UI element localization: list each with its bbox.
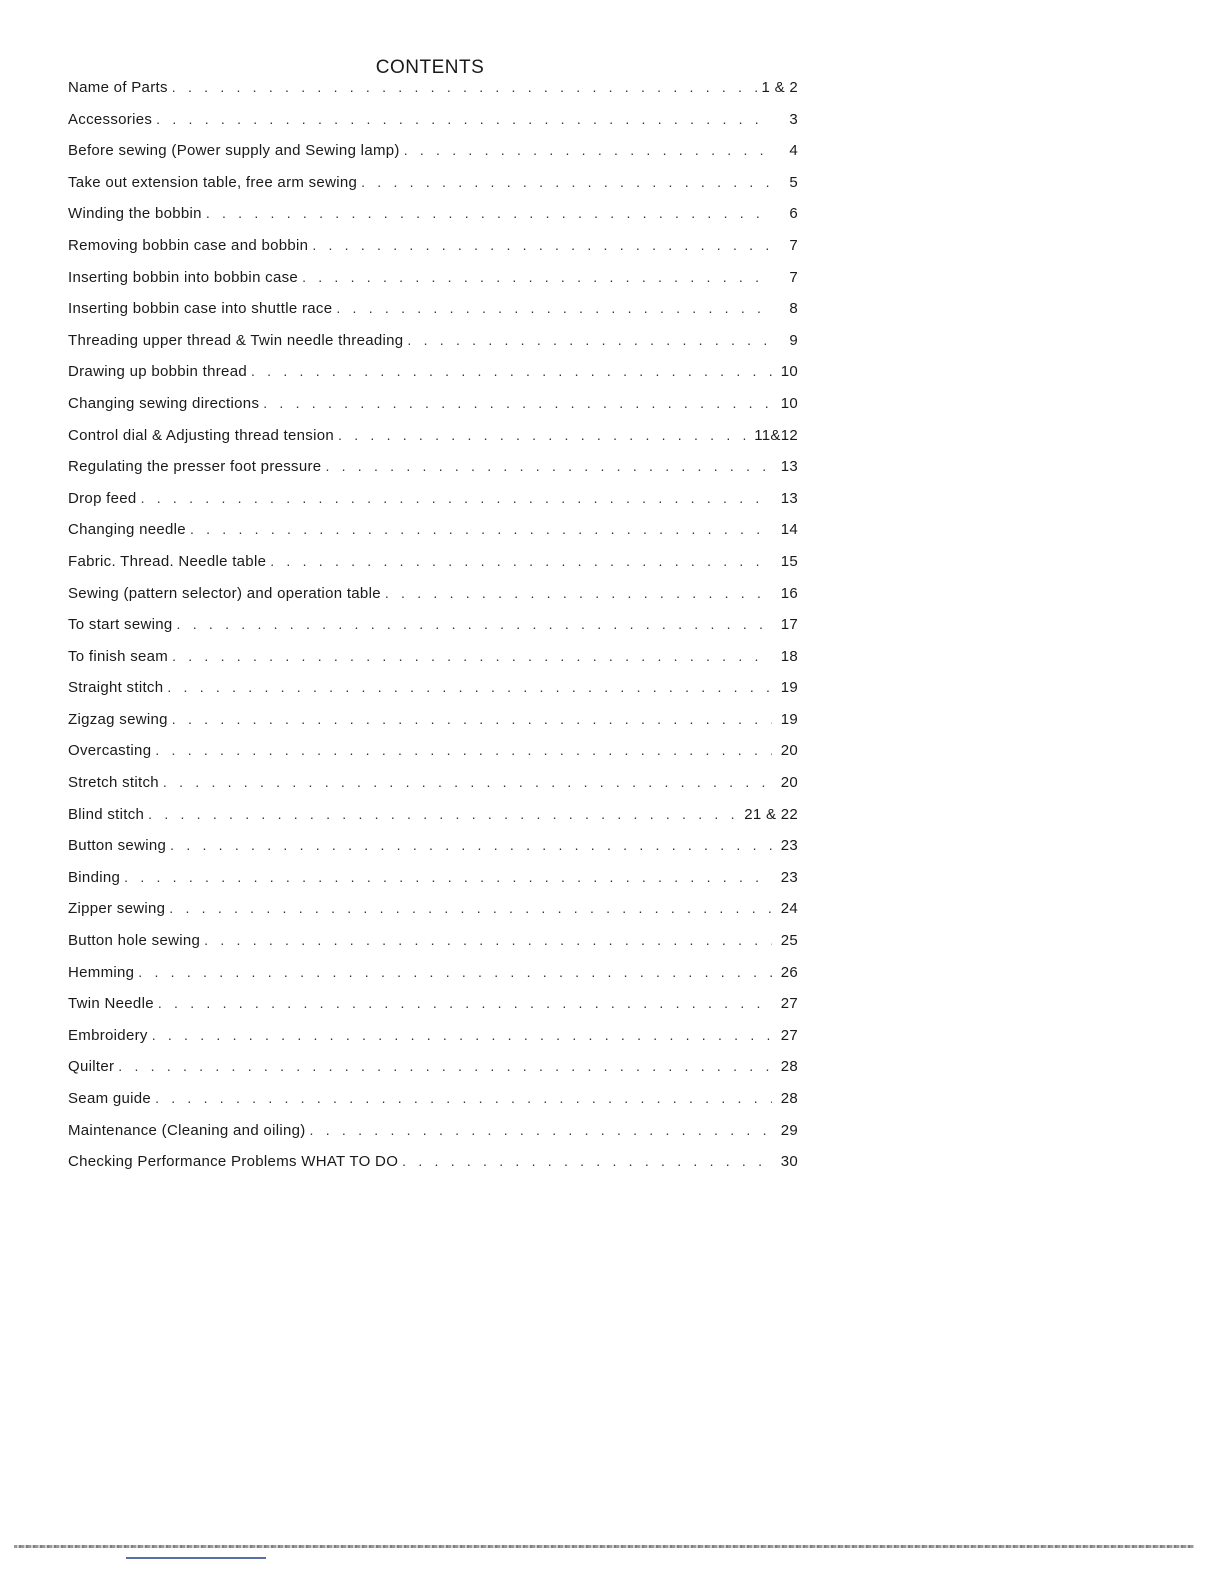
toc-entry-title: Removing bobbin case and bobbin <box>68 236 309 254</box>
toc-entry-title: Checking Performance Problems WHAT TO DO <box>68 1153 399 1171</box>
toc-dot-leader <box>404 135 772 167</box>
toc-dot-leader <box>163 767 772 799</box>
toc-entry-page: 24 <box>780 900 798 918</box>
toc-dot-leader <box>155 1083 772 1115</box>
toc-entry-page: 7 <box>789 268 798 286</box>
toc-dot-leader <box>169 893 772 925</box>
toc-dot-leader <box>402 1146 772 1178</box>
toc-entry-page: 23 <box>780 837 798 855</box>
toc-entry <box>68 735 798 767</box>
toc-entry <box>68 135 798 167</box>
toc-entry-page: 16 <box>780 584 798 602</box>
toc-entry-page: 8 <box>789 300 798 318</box>
toc-entry-page: 4 <box>789 142 798 160</box>
toc-dot-leader <box>312 230 772 262</box>
toc-entry-title: Control dial & Adjusting thread tension <box>68 426 335 444</box>
table-of-contents <box>68 72 798 1178</box>
toc-entry <box>68 672 798 704</box>
toc-entry <box>68 262 798 294</box>
toc-entry-title: Button sewing <box>68 837 167 855</box>
toc-entry-title: Binding <box>68 868 121 886</box>
toc-entry-title: Hemming <box>68 963 135 981</box>
toc-dot-leader <box>156 104 772 136</box>
toc-entry-page: 3 <box>789 110 798 128</box>
toc-entry-title: Twin Needle <box>68 995 154 1013</box>
toc-entry <box>68 230 798 262</box>
toc-entry <box>68 483 798 515</box>
toc-entry-title: Winding the bobbin <box>68 205 202 223</box>
toc-entry-title: Take out extension table, free arm sewing <box>68 173 358 191</box>
toc-dot-leader <box>152 1020 772 1052</box>
toc-dot-leader <box>204 925 772 957</box>
toc-entry-page: 25 <box>780 932 798 950</box>
toc-entry-title: Stretch stitch <box>68 774 159 792</box>
toc-dot-leader <box>338 420 750 452</box>
toc-entry-title: Fabric. Thread. Needle table <box>68 552 267 570</box>
toc-dot-leader <box>206 198 772 230</box>
toc-entry <box>68 1020 798 1052</box>
toc-entry-page: 17 <box>780 616 798 634</box>
toc-entry-page: 29 <box>780 1121 798 1139</box>
toc-entry-title: Inserting bobbin case into shuttle race <box>68 300 333 318</box>
toc-entry <box>68 356 798 388</box>
toc-entry-page: 6 <box>789 205 798 223</box>
toc-entry <box>68 862 798 894</box>
toc-dot-leader <box>155 735 772 767</box>
toc-dot-leader <box>118 1051 772 1083</box>
toc-entry-page: 23 <box>780 868 798 886</box>
toc-entry <box>68 925 798 957</box>
toc-entry-page: 20 <box>780 742 798 760</box>
toc-dot-leader <box>170 830 772 862</box>
toc-dot-leader <box>310 1115 772 1147</box>
toc-dot-leader <box>172 72 758 104</box>
toc-dot-leader <box>124 862 772 894</box>
toc-entry-title: Changing needle <box>68 521 186 539</box>
scan-edge-line <box>14 1545 1194 1548</box>
toc-entry-page: 13 <box>780 458 798 476</box>
toc-entry <box>68 704 798 736</box>
toc-entry-title: Embroidery <box>68 1026 148 1044</box>
toc-dot-leader <box>158 988 772 1020</box>
toc-entry <box>68 198 798 230</box>
toc-entry <box>68 325 798 357</box>
toc-entry <box>68 609 798 641</box>
toc-entry-title: Accessories <box>68 110 153 128</box>
toc-dot-leader <box>177 609 772 641</box>
toc-entry <box>68 767 798 799</box>
toc-entry <box>68 1146 798 1178</box>
toc-entry-title: Maintenance (Cleaning and oiling) <box>68 1121 306 1139</box>
toc-entry-page: 9 <box>789 331 798 349</box>
toc-entry <box>68 420 798 452</box>
toc-entry-page: 21 & 22 <box>744 805 798 823</box>
toc-entry-page: 1 & 2 <box>761 79 798 96</box>
toc-dot-leader <box>138 957 772 989</box>
toc-dot-leader <box>172 641 772 673</box>
toc-entry-title: Seam guide <box>68 1090 152 1107</box>
toc-entry-page: 5 <box>789 173 798 191</box>
toc-entry-page: 28 <box>780 1058 798 1076</box>
toc-entry-title: Blind stitch <box>68 805 145 823</box>
toc-entry <box>68 641 798 673</box>
scan-underline <box>126 1557 266 1559</box>
toc-entry-page: 11&12 <box>754 426 798 444</box>
toc-entry <box>68 388 798 420</box>
toc-entry-title: Name of Parts <box>68 79 168 96</box>
toc-entry-page: 7 <box>789 236 798 254</box>
toc-entry-page: 10 <box>780 394 798 412</box>
toc-entry-title: Drop feed <box>68 489 137 507</box>
toc-entry-page: 30 <box>780 1153 798 1171</box>
toc-entry-page: 27 <box>780 1026 798 1044</box>
toc-entry <box>68 1115 798 1147</box>
toc-entry-title: Regulating the presser foot pressure <box>68 458 322 476</box>
toc-entry-title: Sewing (pattern selector) and operation table <box>68 584 381 602</box>
toc-entry-page: 14 <box>780 521 798 539</box>
toc-entry <box>68 514 798 546</box>
toc-entry-page: 19 <box>780 679 798 697</box>
toc-entry-title: Before sewing (Power supply and Sewing lamp) <box>68 142 400 160</box>
toc-entry <box>68 957 798 989</box>
toc-dot-leader <box>270 546 772 578</box>
toc-entry-page: 13 <box>780 489 798 507</box>
toc-dot-leader <box>148 799 740 831</box>
toc-entry <box>68 988 798 1020</box>
toc-entry <box>68 546 798 578</box>
toc-entry-title: Zipper sewing <box>68 900 166 918</box>
toc-dot-leader <box>141 483 772 515</box>
toc-dot-leader <box>251 356 772 388</box>
toc-entry <box>68 293 798 325</box>
toc-entry-title: Overcasting <box>68 742 152 760</box>
toc-entry-page: 26 <box>780 963 798 981</box>
toc-dot-leader <box>385 578 772 610</box>
toc-dot-leader <box>167 672 772 704</box>
toc-entry-title: To finish seam <box>68 647 169 665</box>
toc-entry-page: 19 <box>780 710 798 728</box>
toc-entry <box>68 1051 798 1083</box>
toc-entry-title: To start sewing <box>68 616 173 634</box>
toc-entry-title: Drawing up bobbin thread <box>68 363 247 381</box>
toc-entry <box>68 578 798 610</box>
toc-dot-leader <box>361 167 772 199</box>
toc-entry <box>68 1083 798 1115</box>
toc-entry <box>68 799 798 831</box>
toc-entry <box>68 104 798 136</box>
toc-dot-leader <box>190 514 772 546</box>
toc-entry-page: 15 <box>780 552 798 570</box>
toc-entry-title: Button hole sewing <box>68 932 201 950</box>
toc-entry <box>68 72 798 104</box>
toc-entry-title: Quilter <box>68 1058 115 1076</box>
toc-dot-leader <box>172 704 772 736</box>
toc-entry-title: Straight stitch <box>68 679 164 697</box>
toc-entry <box>68 167 798 199</box>
toc-entry-title: Zigzag sewing <box>68 710 168 728</box>
toc-entry-page: 10 <box>780 363 798 381</box>
toc-dot-leader <box>302 262 772 294</box>
toc-entry-page: 27 <box>780 995 798 1013</box>
page-title: CONTENTS <box>375 56 485 78</box>
toc-dot-leader <box>263 388 772 420</box>
toc-entry-page: 18 <box>780 647 798 665</box>
toc-entry <box>68 893 798 925</box>
toc-entry <box>68 451 798 483</box>
toc-entry-page: 28 <box>780 1090 798 1107</box>
toc-dot-leader <box>325 451 772 483</box>
toc-dot-leader <box>336 293 772 325</box>
toc-entry-title: Threading upper thread & Twin needle threading <box>68 331 404 349</box>
toc-entry-title: Inserting bobbin into bobbin case <box>68 268 299 286</box>
toc-entry-page: 20 <box>780 774 798 792</box>
toc-entry-title: Changing sewing directions <box>68 394 260 412</box>
toc-entry <box>68 830 798 862</box>
toc-dot-leader <box>407 325 772 357</box>
